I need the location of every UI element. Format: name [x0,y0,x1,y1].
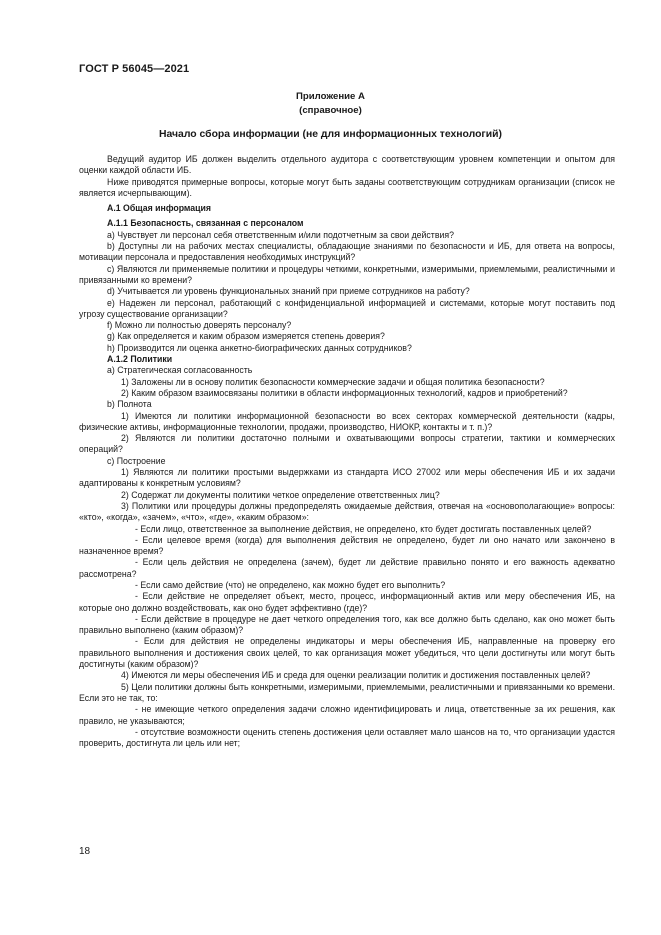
paragraph: a) Стратегическая согласованность [107,365,253,376]
paragraph: c) Являются ли применяемые политики и процедуры четкими, конкретными, измеримыми, приемлемыми, реалистичными и привязанными ко времени? [79,263,615,285]
section-title: Начало сбора информации (не для информационных технологий) [158,129,503,140]
paragraph: - Если цель действия не определена (зачем), будет ли действие правильно понято и его важность адекватно рассмотрена? [79,557,615,579]
paragraph: - Если само действие (что) не определено, как можно будет его выполнить? [135,579,446,590]
paragraph: А.1.1 Безопасность, связанная с персоналом [107,218,304,229]
page-number: 18 [79,846,91,857]
paragraph: 4) Имеются ли меры обеспечения ИБ и среда для оценки реализации политик и достижения поставленных целей? [121,670,591,681]
paragraph: - Если действие не определяет объект, место, процесс, информационный актив или меру обеспечения ИБ, на которые оно должно воздействовать, как оно будет эффективно (где)? [79,591,615,613]
paragraph: 2) Содержат ли документы политики четкое определение ответственных лиц? [121,489,440,500]
paragraph: А.1.2 Политики [107,354,173,365]
paragraph: e) Надежен ли персонал, работающий с конфиденциальной информацией и системами, которые могут поставить под угрозу существование организации? [79,297,615,319]
paragraph: h) Производится ли оценка анкетно-биографических данных сотрудников? [107,342,412,353]
paragraph: a) Чувствует ли персонал себя ответственным и/или подотчетным за свои действия? [107,229,454,240]
paragraph: 2) Являются ли политики достаточно полными и охватывающими вопросы стратегии, тактики и коммерческих операций? [79,433,615,455]
paragraph: Ведущий аудитор ИБ должен выделить отдельного аудитора с соответствующим уровнем компетенции и опытом для оценки каждой области ИБ. [79,154,615,176]
paragraph: d) Учитывается ли уровень функциональных знаний при приеме сотрудников на работу? [107,286,470,297]
paragraph: 2) Каким образом взаимосвязаны политики в области информационных технологий, кадров и приобретений? [121,387,568,398]
paragraph: 1) Заложены ли в основу политик безопасности коммерческие задачи и общая политика безопасности? [121,376,545,387]
standard-number: ГОСТ Р 56045—2021 [79,63,190,75]
appendix-type: (справочное) [299,105,362,116]
paragraph: f) Можно ли полностью доверять персоналу? [107,320,292,331]
paragraph: Ниже приводятся примерные вопросы, которые могут быть заданы соответствующим сотрудникам организации (список не является исчерпывающим). [79,176,615,198]
paragraph: 1) Являются ли политики простыми выдержками из стандарта ИСО 27002 или меры обеспечения ИБ и их задачи адаптированы к конкретным условиям? [79,467,615,489]
paragraph: b) Доступны ли на рабочих местах специалисты, обладающие знаниями по безопасности и ИБ, для ответа на вопросы, мотивации персонала и предоставления необходимых инструкций? [79,241,615,263]
paragraph: - Если для действия не определены индикаторы и меры обеспечения ИБ, направленные на проверку его правильного выполнения и достижения своих целей, то как организация может убедиться, что цели достигнуты или могут быть достигнуты (каким образом)? [79,636,615,670]
paragraph: - Если действие в процедуре не дает четкого определения того, как все должно быть сделано, как оно может быть правильно выполнено (каким образом)? [79,613,615,636]
paragraph: c) Построение [107,455,166,466]
paragraph: b) Полнота [107,399,152,410]
paragraph: - Если целевое время (когда) для выполнения действия не определено, будет ли оно начато или закончено в назначенное время? [79,534,615,557]
paragraph: 1) Имеются ли политики информационной безопасности во всех секторах коммерческой деятельности (кадры, физические активы, информационные технологии, продажи, производство, НИОКР, контакты и т. п.)? [79,410,615,432]
paragraph: - Если лицо, ответственное за выполнение действия, не определено, кто будет достигать поставленных целей? [135,523,592,534]
paragraph: - отсутствие возможности оценить степень достижения цели оставляет мало шансов на то, что организации удастся проверить, достигнута ли цель или нет; [79,726,615,749]
body-text [79,154,615,749]
paragraph: 3) Политики или процедуры должны предопределять ожидаемые действия, отвечая на «основополагающие» вопросы: «кто», «когда», «зачем», «что», «где», «каким образом»: [79,500,615,523]
paragraph: А.1 Общая информация [107,203,212,214]
paragraph: 5) Цели политики должны быть конкретными, измеримыми, приемлемыми, реалистичными и привязанными ко времени. Если это не так, то: [79,681,615,703]
appendix-name: Приложение А [296,91,365,102]
paragraph: - не имеющие четкого определения задачи сложно идентифицировать и лица, ответственные за их решения, как правило, не указываются; [79,704,615,726]
paragraph: g) Как определяется и каким образом измеряется степень доверия? [107,331,385,342]
